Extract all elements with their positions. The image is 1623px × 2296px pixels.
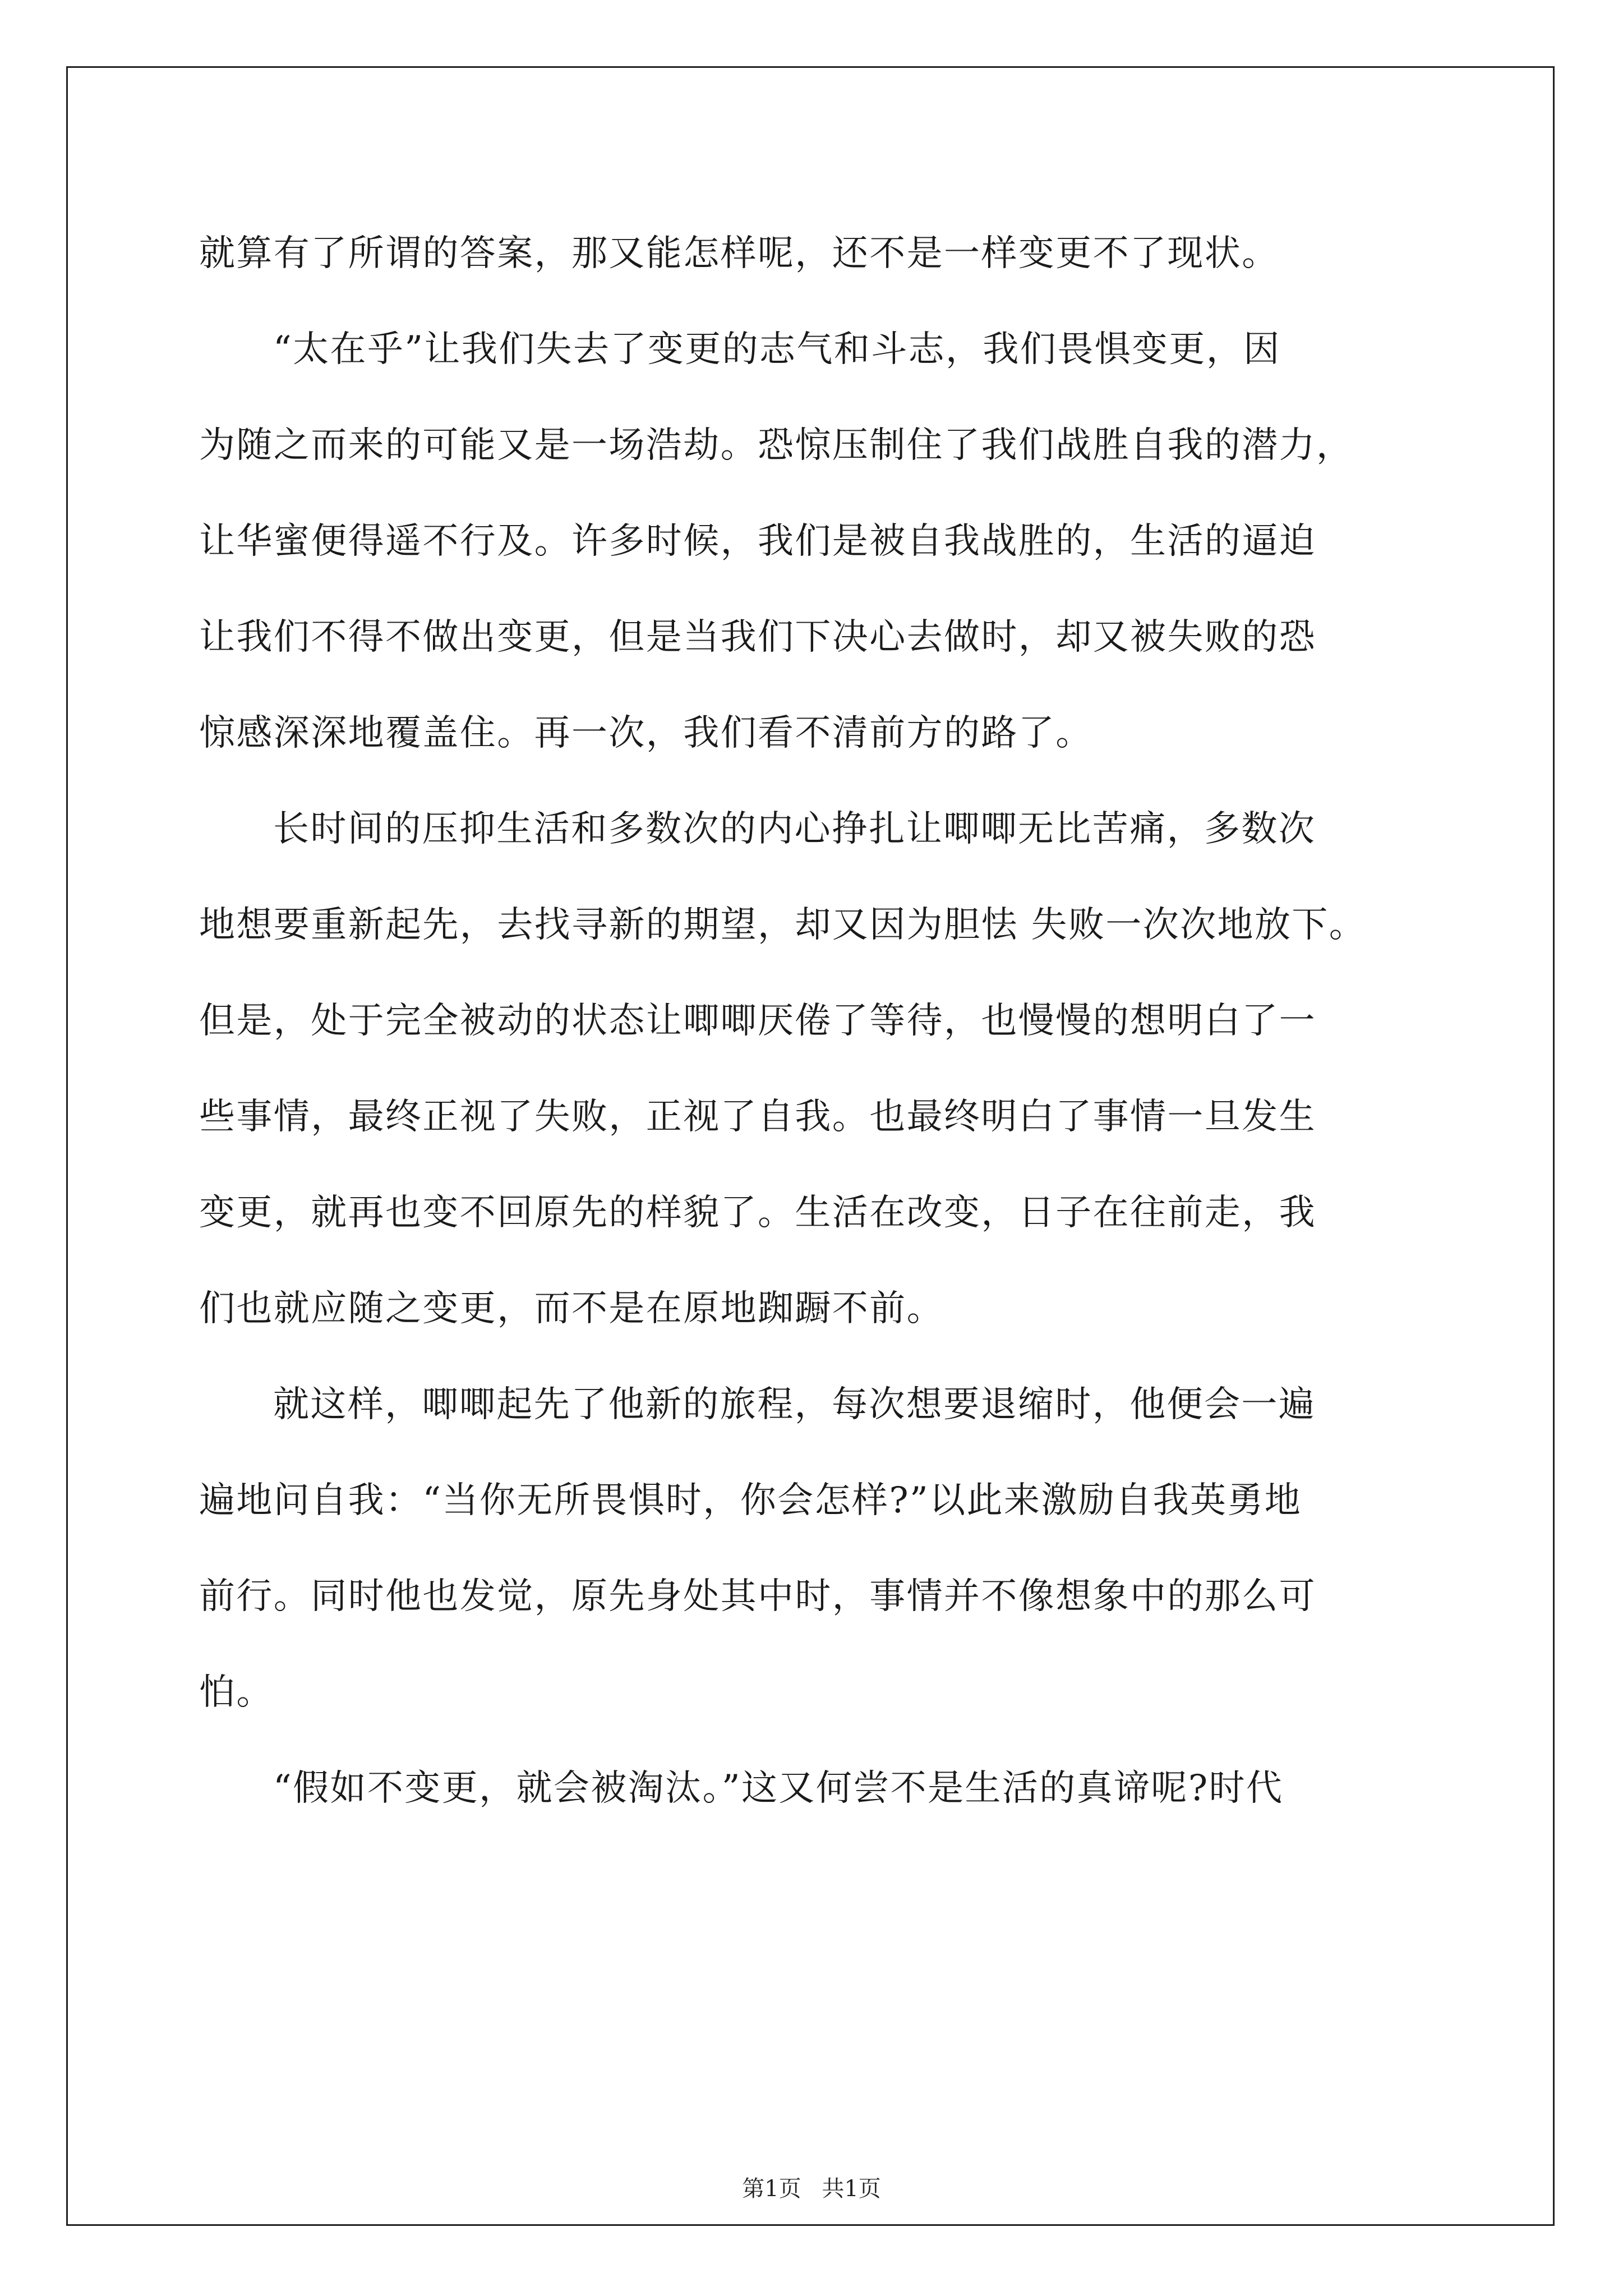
text-line: 怕。: [199, 1671, 274, 1713]
text-line: 们也就应随之变更，而不是在原地踟蹰不前。: [199, 1287, 944, 1329]
text-line: 惊感深深地覆盖住。再一次，我们看不清前方的路了。: [199, 712, 1093, 754]
text-line: 为随之而来的可能又是一场浩劫。恐惊压制住了我们战胜自我的潜力，: [199, 424, 1354, 466]
paragraph-start-line: “太在乎”让我们失去了变更的志气和斗志，我们畏惧变更，因: [273, 328, 1281, 370]
page-footer: [0, 2171, 1623, 2203]
text-line: 让我们不得不做出变更，但是当我们下决心去做时，却又被失败的恐: [199, 616, 1316, 658]
text-line: 就算有了所谓的答案，那又能怎样呢，还不是一样变更不了现状。: [199, 232, 1279, 274]
text-line: 地想要重新起先，去找寻新的期望，却又因为胆怯 失败一次次地放下。: [199, 904, 1367, 946]
text-line: 些事情，最终正视了失败，正视了自我。也最终明白了事情一旦发生: [199, 1096, 1316, 1138]
text-line: 但是，处于完全被动的状态让唧唧厌倦了等待，也慢慢的想明白了一: [199, 1000, 1316, 1042]
document-body: [199, 202, 1427, 1833]
text-line: 变更，就再也变不回原先的样貌了。生活在改变，日子在往前走，我: [199, 1191, 1316, 1234]
page-number: 第1页: [742, 2176, 801, 2202]
paragraph-start-line: 长时间的压抑生活和多数次的内心挣扎让唧唧无比苦痛，多数次: [273, 808, 1316, 850]
paragraph-start-line: 就这样，唧唧起先了他新的旅程，每次想要退缩时，他便会一遍: [273, 1383, 1316, 1425]
text-line: 让华蜜便得遥不行及。许多时候，我们是被自我战胜的，生活的逼迫: [199, 520, 1316, 562]
text-line: 遍地问自我：“当你无所畏惧时，你会怎样?”以此来激励自我英勇地: [199, 1479, 1302, 1521]
text-line: 前行。同时他也发觉，原先身处其中时，事情并不像想象中的那么可: [199, 1575, 1316, 1617]
paragraph-start-line: “假如不变更，就会被淘汰。”这又何尝不是生活的真谛呢?时代: [273, 1767, 1284, 1809]
page-total: 共1页: [822, 2176, 881, 2202]
